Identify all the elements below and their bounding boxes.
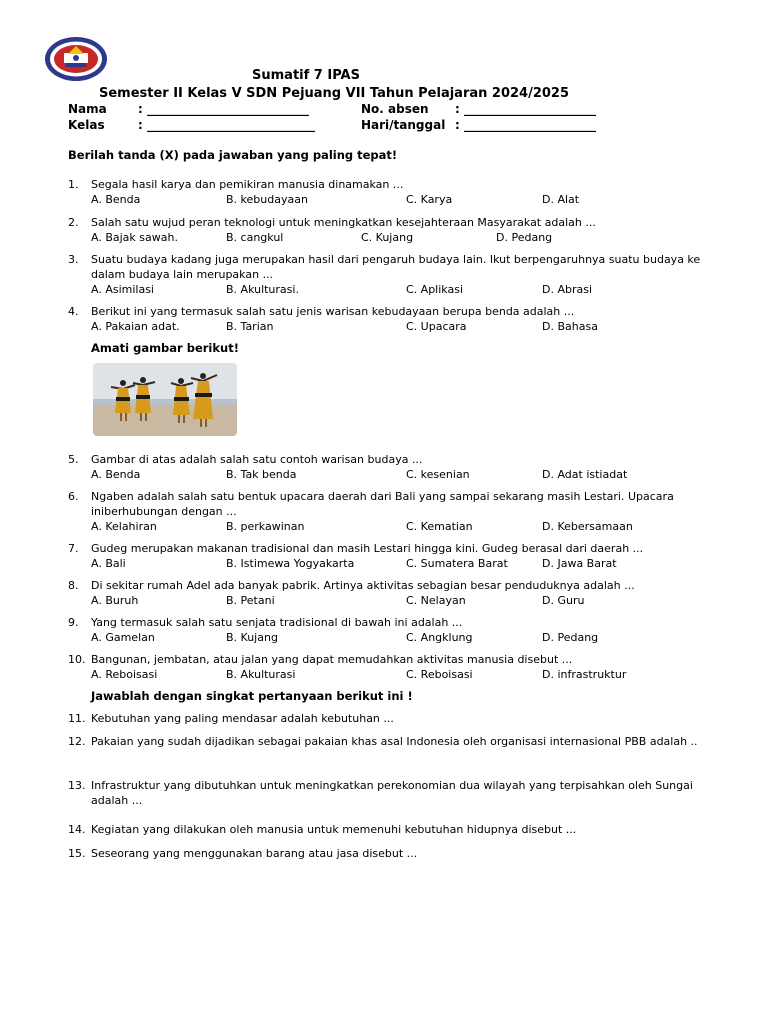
option-d[interactable]: D. Kebersamaan	[542, 520, 633, 533]
noabsen-label: No. absen	[361, 102, 429, 116]
option-c[interactable]: C. Nelayan	[406, 594, 466, 607]
question-number: 12.	[68, 735, 86, 748]
option-a[interactable]: A. Reboisasi	[91, 668, 158, 681]
question-2	[68, 215, 718, 245]
question-text: Suatu budaya kadang juga merupakan hasil dari pengaruh budaya lain. Ikut berpengaruhnya suatu budaya ke dalam budaya lain merupakan ...	[91, 253, 701, 281]
option-a[interactable]: A. Bali	[91, 557, 126, 570]
question-text: Bangunan, jembatan, atau jalan yang dapat memudahkan aktivitas manusia disebut ...	[91, 653, 573, 666]
nama-label: Nama	[68, 102, 107, 116]
question-11	[68, 711, 718, 726]
question-number: 9.	[68, 616, 79, 629]
option-d[interactable]: D. Abrasi	[542, 283, 593, 296]
option-b[interactable]: B. Petani	[226, 594, 275, 607]
option-c[interactable]: C. kesenian	[406, 468, 470, 481]
question-text: Yang termasuk salah satu senjata tradisional di bawah ini adalah ...	[91, 616, 463, 629]
question-9	[68, 615, 718, 645]
hari-label: Hari/tanggal	[361, 118, 446, 132]
question-text: Seseorang yang menggunakan barang atau jasa disebut ...	[91, 847, 418, 860]
kelas-field[interactable]: : ____________________________	[138, 118, 315, 132]
kelas-label: Kelas	[68, 118, 105, 132]
question-number: 7.	[68, 542, 79, 555]
option-a[interactable]: A. Bajak sawah.	[91, 231, 178, 244]
question-text: Segala hasil karya dan pemikiran manusia dinamakan ...	[91, 178, 404, 191]
option-d[interactable]: D. Adat istiadat	[542, 468, 628, 481]
question-number: 3.	[68, 253, 79, 266]
option-a[interactable]: A. Benda	[91, 193, 141, 206]
question-12	[68, 734, 718, 749]
question-number: 4.	[68, 305, 79, 318]
hari-field[interactable]: : ______________________	[455, 118, 596, 132]
option-d[interactable]: D. infrastruktur	[542, 668, 627, 681]
noabsen-field[interactable]: : ______________________	[455, 102, 596, 116]
question-1	[68, 177, 718, 207]
option-a[interactable]: A. Buruh	[91, 594, 139, 607]
option-c[interactable]: C. Reboisasi	[406, 668, 473, 681]
option-b[interactable]: B. perkawinan	[226, 520, 305, 533]
option-d[interactable]: D. Guru	[542, 594, 585, 607]
option-d[interactable]: D. Jawa Barat	[542, 557, 617, 570]
option-b[interactable]: B. Akulturasi	[226, 668, 296, 681]
question-number: 11.	[68, 712, 86, 725]
question-6	[68, 489, 718, 534]
option-c[interactable]: C. Upacara	[406, 320, 467, 333]
question-number: 6.	[68, 490, 79, 503]
question-text: Ngaben adalah salah satu bentuk upacara daerah dari Bali yang sampai sekarang masih Lestari. Upacara iniberhubungan dengan ...	[91, 490, 674, 518]
question-text: Di sekitar rumah Adel ada banyak pabrik. Artinya aktivitas sebagian besar penduduknya adalah ...	[91, 579, 635, 592]
question-text: Infrastruktur yang dibutuhkan untuk meningkatkan perekonomian dua wilayah yang terpisahkan oleh Sungai adalah ...	[91, 779, 693, 807]
question-5	[68, 452, 718, 482]
option-b[interactable]: B. Istimewa Yogyakarta	[226, 557, 355, 570]
question-7	[68, 541, 718, 571]
question-text: Gambar di atas adalah salah satu contoh warisan budaya ...	[91, 453, 423, 466]
instruction-multiple-choice: Berilah tanda (X) pada jawaban yang paling tepat!	[68, 148, 398, 162]
instruction-observe-image: Amati gambar berikut!	[91, 341, 239, 355]
question-text: Berikut ini yang termasuk salah satu jenis warisan kebudayaan berupa benda adalah ...	[91, 305, 575, 318]
instruction-short-answer: Jawablah dengan singkat pertanyaan berikut ini !	[91, 689, 413, 703]
question-number: 5.	[68, 453, 79, 466]
question-13	[68, 778, 718, 808]
option-b[interactable]: B. kebudayaan	[226, 193, 308, 206]
option-a[interactable]: A. Gamelan	[91, 631, 155, 644]
question-number: 13.	[68, 779, 86, 792]
question-14	[68, 822, 718, 837]
option-c[interactable]: C. Sumatera Barat	[406, 557, 508, 570]
option-b[interactable]: B. Tak benda	[226, 468, 297, 481]
question-number: 15.	[68, 847, 86, 860]
option-a[interactable]: A. Pakaian adat.	[91, 320, 180, 333]
option-a[interactable]: A. Kelahiran	[91, 520, 157, 533]
question-text: Gudeg merupakan makanan tradisional dan masih Lestari hingga kini. Gudeg berasal dari daerah ...	[91, 542, 644, 555]
option-b[interactable]: B. Kujang	[226, 631, 278, 644]
question-number: 2.	[68, 216, 79, 229]
question-number: 14.	[68, 823, 86, 836]
option-b[interactable]: B. Akulturasi.	[226, 283, 299, 296]
nama-field[interactable]: : ___________________________	[138, 102, 309, 116]
option-c[interactable]: C. Kematian	[406, 520, 473, 533]
option-c[interactable]: C. Kujang	[361, 231, 414, 244]
option-d[interactable]: D. Pedang	[542, 631, 599, 644]
question-10	[68, 652, 718, 682]
option-a[interactable]: A. Benda	[91, 468, 141, 481]
option-a[interactable]: A. Asimilasi	[91, 283, 154, 296]
question-4	[68, 304, 718, 334]
question-text: Kegiatan yang dilakukan oleh manusia untuk memenuhi kebutuhan hidupnya disebut ...	[91, 823, 577, 836]
option-b[interactable]: B. Tarian	[226, 320, 274, 333]
option-c[interactable]: C. Angklung	[406, 631, 473, 644]
option-b[interactable]: B. cangkul	[226, 231, 284, 244]
traditional-dance-photo	[93, 363, 237, 436]
question-number: 1.	[68, 178, 79, 191]
option-d[interactable]: D. Bahasa	[542, 320, 598, 333]
question-text: Pakaian yang sudah dijadikan sebagai pakaian khas asal Indonesia oleh organisasi internasional PBB adalah ..	[91, 735, 698, 748]
question-number: 8.	[68, 579, 79, 592]
question-number: 10.	[68, 653, 86, 666]
exam-subtitle: Semester II Kelas V SDN Pejuang VII Tahun Pelajaran 2024/2025	[98, 86, 570, 101]
question-15	[68, 846, 718, 861]
exam-title: Sumatif 7 IPAS	[252, 68, 360, 83]
question-text: Kebutuhan yang paling mendasar adalah kebutuhan ...	[91, 712, 394, 725]
option-d[interactable]: D. Alat	[542, 193, 580, 206]
question-text: Salah satu wujud peran teknologi untuk meningkatkan kesejahteraan Masyarakat adalah ...	[91, 216, 596, 229]
option-c[interactable]: C. Karya	[406, 193, 453, 206]
option-c[interactable]: C. Aplikasi	[406, 283, 463, 296]
option-d[interactable]: D. Pedang	[496, 231, 553, 244]
question-8	[68, 578, 718, 608]
question-3	[68, 252, 718, 297]
